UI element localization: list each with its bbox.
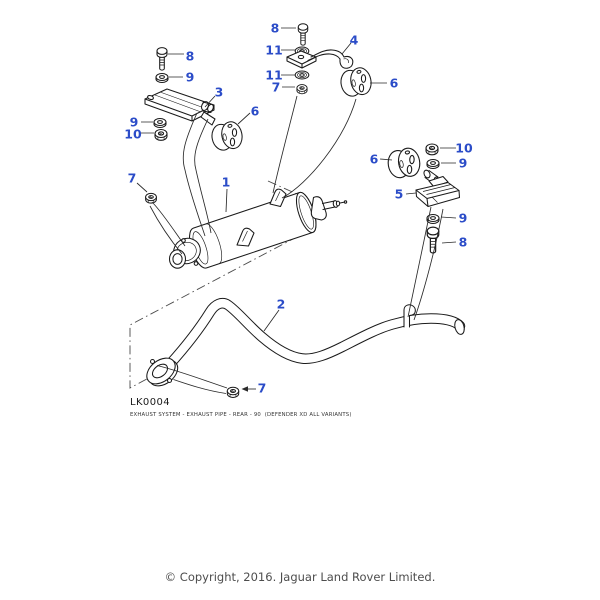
callout-7: 7 — [127, 170, 137, 186]
nut-part-7 — [297, 85, 307, 94]
nut-part-7 — [146, 193, 157, 203]
fixings-group-middle — [287, 24, 374, 99]
diagram-caption: EXHAUST SYSTEM - EXHAUST PIPE - REAR - 90 (DEFENDER XD ALL VARIANTS) — [130, 412, 352, 418]
callout-1: 1 — [221, 174, 231, 190]
bolt-part-8 — [298, 24, 308, 45]
callout-8: 8 — [270, 20, 280, 36]
bracket-part-5 — [416, 169, 460, 206]
fixings-group-left — [145, 48, 245, 153]
tailpipe-part-2 — [142, 303, 466, 391]
washer-part-11 — [295, 71, 309, 79]
callout-11: 11 — [265, 42, 283, 58]
callout-6: 6 — [389, 75, 399, 91]
callout-11: 11 — [265, 67, 283, 83]
rubber-mount-part-6 — [210, 120, 245, 153]
callout-8: 8 — [185, 48, 195, 64]
copyright-notice: © Copyright, 2016. Jaguar Land Rover Limited. — [164, 570, 436, 584]
bolt-part-8 — [427, 227, 439, 253]
callout-5: 5 — [394, 186, 404, 202]
diagram-code: LK0004 — [130, 397, 170, 408]
nut-part-10 — [155, 130, 167, 141]
callout-9: 9 — [458, 210, 468, 226]
muffler-part-1 — [169, 189, 346, 271]
nut-part-7 — [227, 387, 238, 397]
nut-part-10 — [426, 144, 438, 155]
washer-part-9 — [156, 74, 168, 83]
callout-2: 2 — [276, 296, 286, 312]
callout-7: 7 — [271, 79, 281, 95]
callout-6: 6 — [250, 103, 260, 119]
washer-part-9 — [427, 160, 439, 169]
callout-10: 10 — [455, 140, 473, 156]
callout-7: 7 — [257, 380, 267, 396]
washer-part-9 — [154, 119, 166, 128]
callout-9: 9 — [458, 155, 468, 171]
callout-9: 9 — [185, 69, 195, 85]
arrowhead — [242, 386, 249, 391]
bolt-part-8 — [157, 48, 167, 71]
callout-3: 3 — [214, 84, 224, 100]
callout-4: 4 — [349, 32, 359, 48]
rubber-mount-part-6 — [386, 146, 422, 179]
callout-9: 9 — [129, 114, 139, 130]
rubber-mount-part-6 — [339, 66, 374, 99]
callout-8: 8 — [458, 234, 468, 250]
callout-10: 10 — [124, 126, 142, 142]
callout-6: 6 — [369, 151, 379, 167]
